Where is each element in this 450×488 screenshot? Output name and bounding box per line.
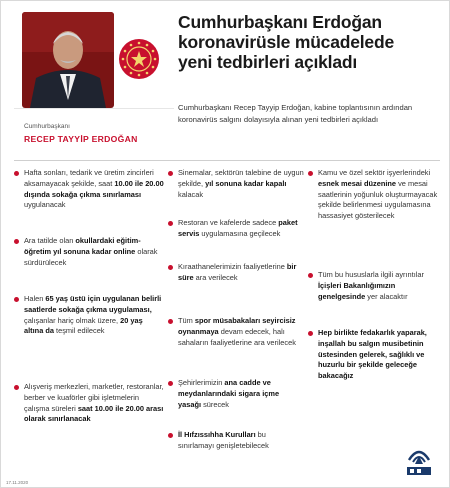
- measure-text: devam edecek, halı sahaların faaliyetlerine ara verilecek: [178, 326, 296, 347]
- name-card: [14, 108, 174, 152]
- measure-item: [14, 382, 164, 425]
- measure-text: ara verilecek: [193, 272, 238, 282]
- measure-text: Restoran ve kafelerde sadece: [178, 218, 279, 227]
- measure-text-bold: 20 yaş altına da: [24, 315, 143, 336]
- measure-text: Kamu ve özel sektör işyerlerindeki: [318, 168, 431, 177]
- measure-item: [308, 328, 440, 382]
- measure-text-bold: ana cadde ve meydanlarındaki sigara içme yasağı: [178, 378, 280, 409]
- bullet-icon: [308, 171, 313, 176]
- measure-text: yer alacaktır: [365, 291, 408, 301]
- presidential-seal-icon: [118, 38, 160, 80]
- measure-text-bold: 65 yaş üstü için uygulanan belirli saatlerde sokağa çıkma uygulaması,: [24, 294, 162, 314]
- measure-text: kalacak: [178, 189, 204, 199]
- portrait-photo: [22, 12, 114, 108]
- measure-text: Tüm: [178, 316, 195, 325]
- measure-item: [168, 316, 304, 348]
- measure-text: olarak sürdürülecek: [24, 246, 158, 267]
- measure-text: Ara tatilde olan: [24, 236, 76, 245]
- measure-item: [308, 270, 440, 302]
- bullet-icon: [168, 221, 173, 226]
- measure-text-bold: İl Hıfzıssıhha Kurulları: [178, 430, 256, 439]
- measure-text: Şehirlerimizin: [178, 378, 225, 387]
- measure-text-bold: yıl sonuna kadar kapalı: [205, 178, 287, 188]
- bullet-icon: [14, 171, 19, 176]
- headline-line: koronavirüsle mücadelede: [178, 32, 394, 52]
- measure-text-bold: Hep birlikte fedakarlık yaparak, inşallah bu salgın musibetinin üstesinden gelerek, sağlıklı ve huzurlu bir şekilde geleceğe bakacağız: [318, 328, 427, 381]
- bullet-icon: [168, 265, 173, 270]
- measure-text-bold: esnek mesai düzenine: [318, 178, 397, 188]
- measure-text: Sinemalar, sektörün talebine de uygun şekilde,: [178, 168, 304, 188]
- bullet-icon: [308, 331, 313, 336]
- measure-text: Tüm bu hususlarla ilgili ayrıntılar: [318, 270, 424, 279]
- headline: [178, 12, 440, 72]
- measure-item: [168, 218, 304, 240]
- person-name: RECEP TAYYİP ERDOĞAN: [24, 134, 138, 144]
- measure-item: [308, 168, 440, 222]
- bullet-icon: [168, 381, 173, 386]
- measure-text-bold: 10.00 ile 20.00 dışında sokağa çıkma sınırlaması: [24, 178, 164, 199]
- measure-text: Kıraathanelerimizin faaliyetlerine: [178, 262, 287, 271]
- measure-text: uygulamasına geçilecek: [199, 228, 281, 238]
- measure-text: teşmil edilecek: [53, 326, 105, 336]
- measure-text: ve mesai saatlerinin yoğunluk oluşturmayacak şekilde belirlenmesi uygulamasına hassasiyet gösterilecek: [318, 178, 438, 221]
- measure-text-bold: okullardaki eğitim-öğretim yıl sonuna kadar online: [24, 236, 141, 256]
- measure-item: [14, 168, 164, 211]
- measure-item: [168, 430, 304, 452]
- measure-text: uygulanacak: [24, 200, 66, 210]
- aa-logo-icon: [404, 440, 434, 478]
- measure-item: [14, 294, 164, 337]
- bullet-icon: [168, 433, 173, 438]
- measure-item: [168, 168, 304, 200]
- bullet-icon: [168, 171, 173, 176]
- bullet-icon: [14, 297, 19, 302]
- measure-text: sürecek: [201, 399, 229, 409]
- section-divider: [14, 160, 440, 161]
- measure-item: [168, 262, 304, 284]
- bullet-icon: [14, 239, 19, 244]
- bullet-icon: [14, 385, 19, 390]
- measure-text-bold: saat 10.00 ile 20.00 arası olarak sınırlanacak: [24, 403, 164, 424]
- headline-line: yeni tedbirleri açıkladı: [178, 52, 358, 72]
- measure-text-bold: İçişleri Bakanlığımızın genelgesinde: [318, 280, 396, 301]
- measure-item: [14, 236, 164, 268]
- person-role: Cumhurbaşkanı: [24, 123, 70, 130]
- measure-text: Halen: [24, 294, 46, 303]
- measure-text: çalışanlar hariç olmak üzere,: [24, 315, 121, 325]
- headline-line: Cumhurbaşkanı Erdoğan: [178, 12, 382, 32]
- measure-item: [168, 378, 304, 410]
- bullet-icon: [308, 273, 313, 278]
- measure-text-bold: bir süre: [178, 262, 297, 282]
- bullet-icon: [168, 319, 173, 324]
- footer-date: 17.11.2020: [6, 480, 29, 485]
- measure-text-bold: paket servis: [178, 218, 298, 238]
- measure-text-bold: spor müsabakaları seyircisiz oynanmaya: [178, 316, 296, 336]
- measure-text: Alışveriş merkezleri, marketler, restoranlar, berber ve kuaförler gibi işletmelerin çalışma süreleri: [24, 382, 164, 413]
- measure-text: bu sınırlamayı genişletebilecek: [178, 430, 269, 450]
- intro-paragraph: Cumhurbaşkanı Recep Tayyip Erdoğan, kabine toplantısının ardından koronavirüs salgını dolayısıyla alınan yeni tedbirleri açıkladı: [178, 103, 413, 124]
- measure-text: Hafta sonları, tedarik ve üretim zincirleri aksamayacak şekilde, saat: [24, 168, 154, 188]
